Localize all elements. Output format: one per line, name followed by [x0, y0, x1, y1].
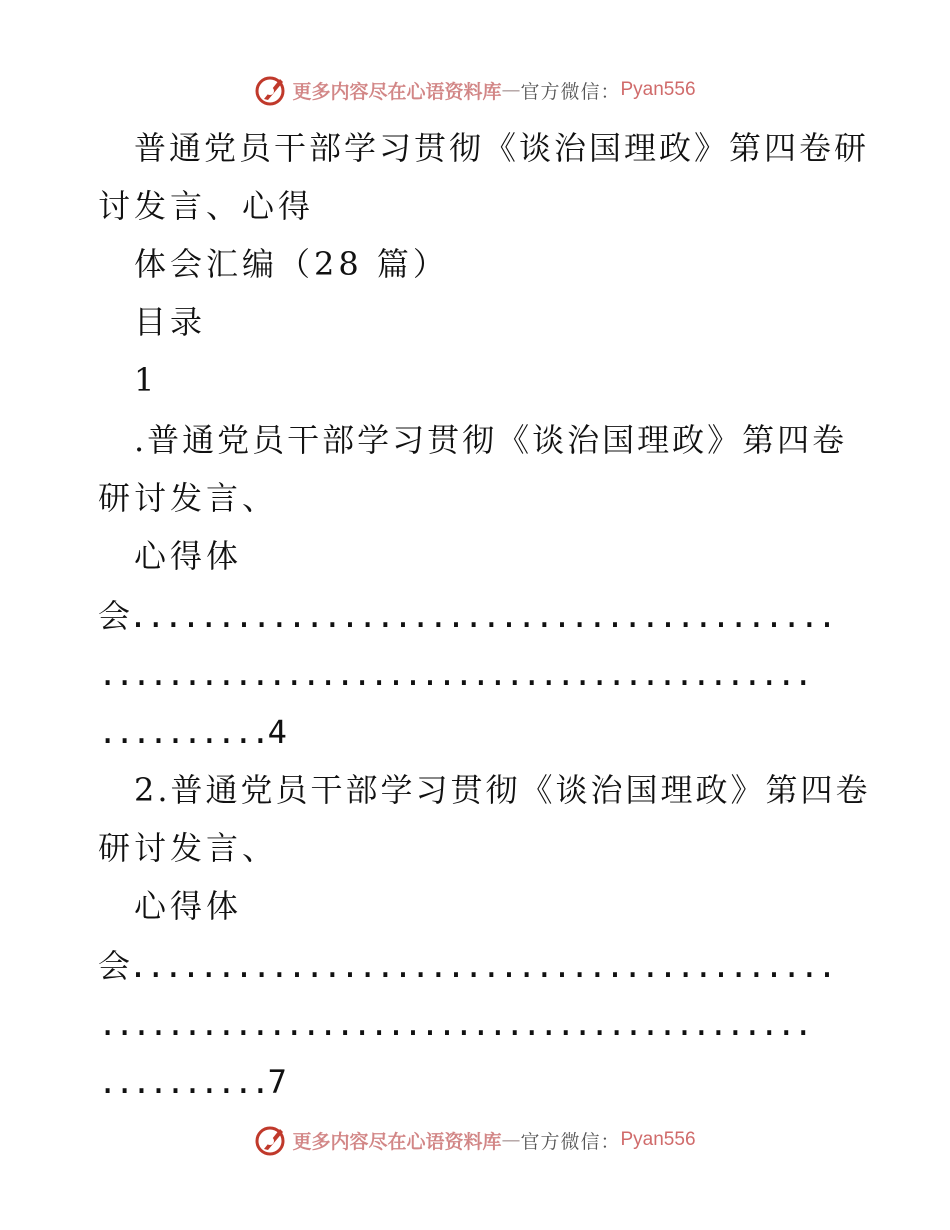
toc-entry1-line6: ..........4: [98, 713, 285, 751]
watermark-wechat-label: 官方微信：: [520, 80, 621, 103]
footer-watermark: [0, 1120, 950, 1160]
watermark-dash: —: [501, 79, 521, 101]
document-title-line1: 普通党员干部学习贯彻《谈治国理政》第四卷研: [134, 129, 870, 167]
document-title-line3: 体会汇编（28 篇）: [134, 245, 449, 283]
toc-entry1-line3: 心得体: [134, 537, 243, 575]
watermark-wechat-id: Pyan556: [620, 79, 696, 100]
toc-entry1-line2: 研讨发言、: [98, 479, 279, 517]
toc-entry2-line6: ..........7: [98, 1063, 285, 1101]
header-watermark: [0, 70, 950, 110]
toc-entry1-line4: 会........................................: [98, 597, 836, 635]
toc-entry1-line5: ..........................................: [98, 655, 811, 693]
toc-entry2-line3: 心得体: [134, 887, 243, 925]
watermark-wechat-id: Pyan556: [620, 1129, 696, 1150]
toc-entry2-line4: 会........................................: [98, 947, 836, 985]
quill-logo-icon: [254, 1123, 288, 1157]
toc-entry1-line1: .普通党员干部学习贯彻《谈治国理政》第四卷: [134, 421, 848, 459]
quill-logo-icon: [254, 73, 288, 107]
watermark-dash: —: [501, 1129, 521, 1151]
watermark-site-text: 更多内容尽在心语资料库: [292, 80, 502, 103]
toc-heading: 目录: [134, 303, 207, 341]
toc-entry2-line2: 研讨发言、: [98, 829, 279, 867]
toc-entry2-line1: 2.普通党员干部学习贯彻《谈治国理政》第四卷: [134, 771, 871, 809]
watermark-wechat-label: 官方微信：: [520, 1130, 621, 1153]
watermark-site-text: 更多内容尽在心语资料库: [292, 1130, 502, 1153]
document-title-line2: 讨发言、心得: [98, 187, 315, 225]
toc-entry1-number: 1: [134, 361, 159, 399]
toc-entry2-line5: ..........................................: [98, 1005, 811, 1043]
